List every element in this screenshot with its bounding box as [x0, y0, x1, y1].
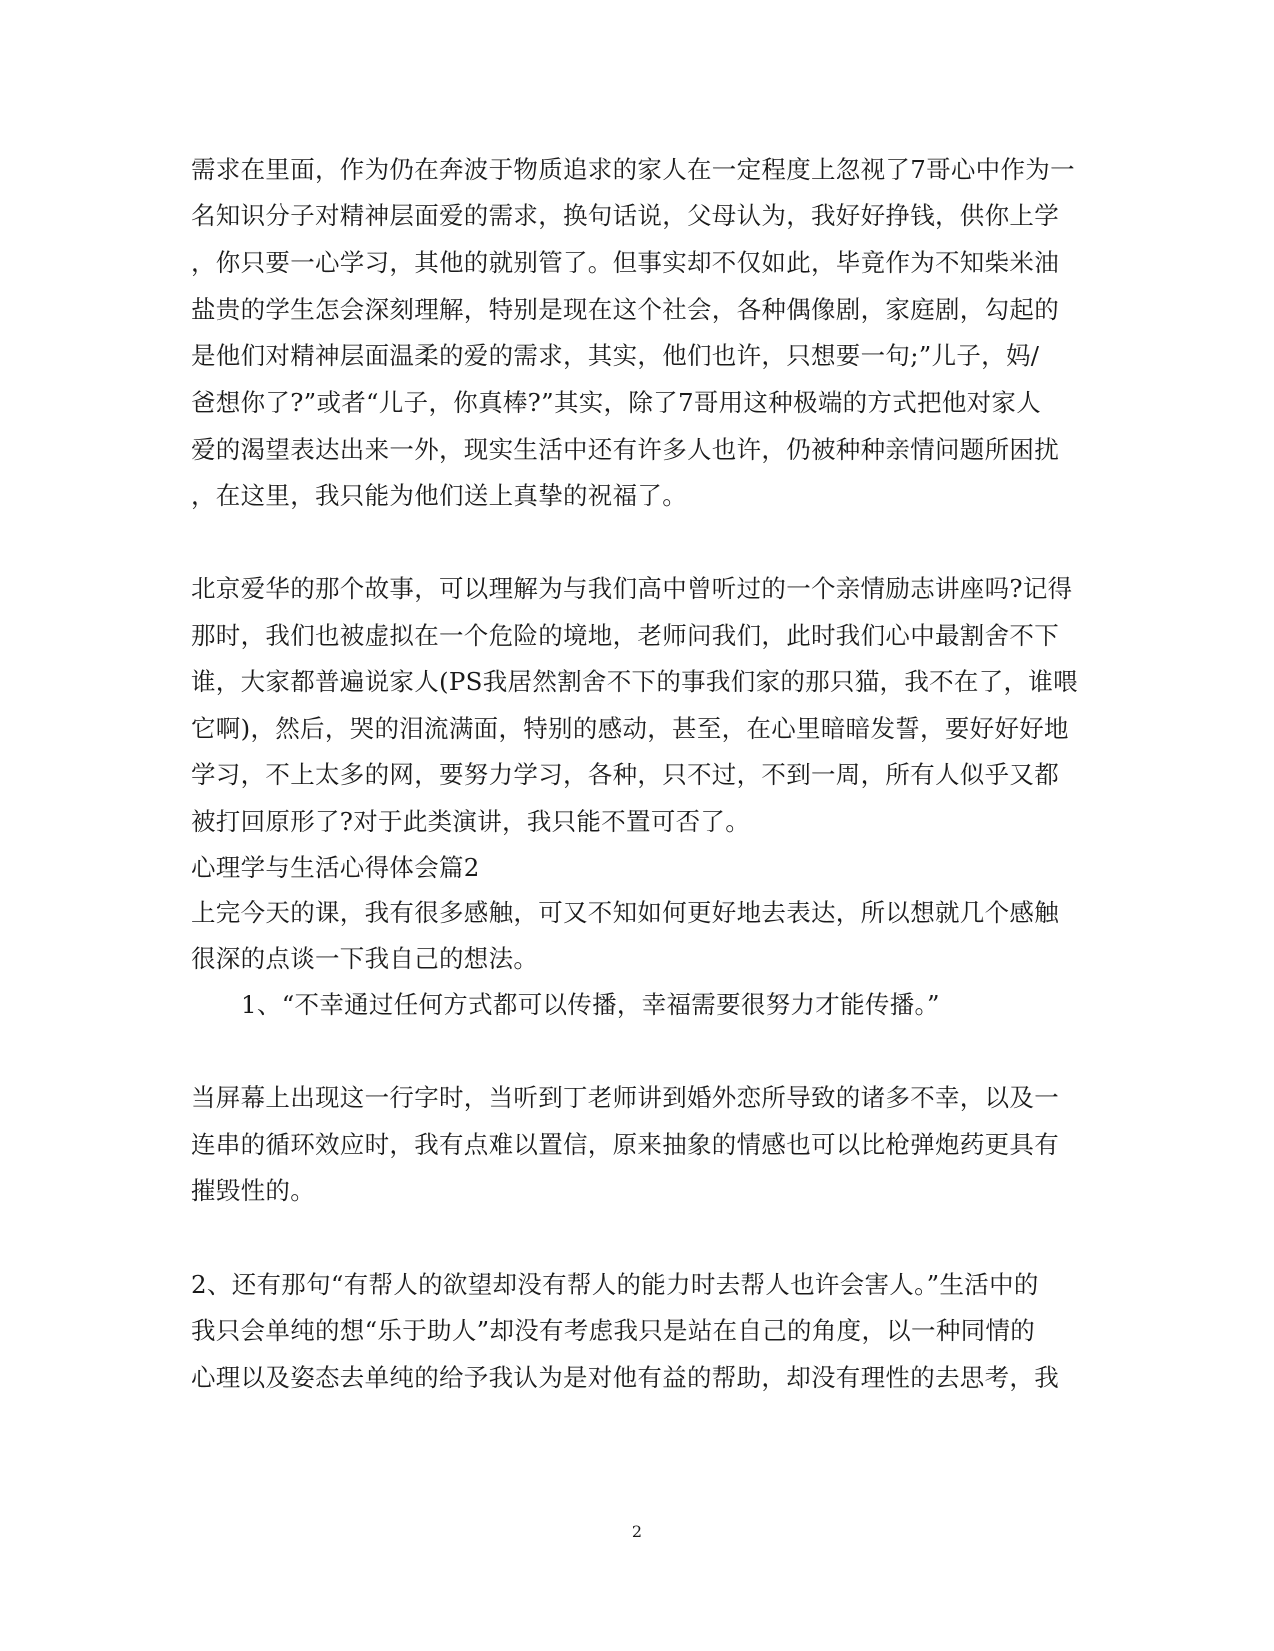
text-line: ，在这里，我只能为他们送上真挚的祝福了。: [191, 481, 687, 510]
text-line: 连串的循环效应时，我有点难以置信，原来抽象的情感也可以比枪弹炮药更具有: [191, 1130, 1059, 1159]
text-line: 我只会单纯的想“乐于助人”却没有考虑我只是站在自己的角度，以一种同情的: [191, 1316, 1036, 1345]
text-line: 当屏幕上出现这一行字时，当听到丁老师讲到婚外恋所导致的诸多不幸，以及一: [191, 1083, 1059, 1112]
text-line: 名知识分子对精神层面爱的需求，换句话说，父母认为，我好好挣钱，供你上学: [191, 201, 1059, 230]
text-line: 需求在里面，作为仍在奔波于物质追求的家人在一定程度上忽视了7哥心中作为一: [191, 155, 1075, 184]
text-line: 那时，我们也被虚拟在一个危险的境地，老师问我们，此时我们心中最割舍不下: [191, 621, 1059, 650]
text-line: 上完今天的课，我有很多感触，可又不知如何更好地去表达，所以想就几个感触: [191, 898, 1059, 927]
text-line: 盐贵的学生怎会深刻理解，特别是现在这个社会，各种偶像剧，家庭剧，勾起的: [191, 295, 1059, 324]
text-line: 它啊)，然后，哭的泪流满面，特别的感动，甚至，在心里暗暗发誓，要好好好地: [191, 714, 1069, 743]
text-line: 很深的点谈一下我自己的想法。: [191, 944, 539, 973]
text-line: 被打回原形了?对于此类演讲，我只能不置可否了。: [191, 807, 751, 836]
section-heading: 心理学与生活心得体会篇2: [191, 853, 480, 882]
text-line: 学习，不上太多的网，要努力学习，各种，只不过，不到一周，所有人似乎又都: [191, 760, 1059, 789]
text-line: 谁，大家都普遍说家人(PS我居然割舍不下的事我们家的那只猫，我不在了，谁喂: [191, 667, 1078, 696]
text-line: 心理以及姿态去单纯的给予我认为是对他有益的帮助，却没有理性的去思考，我: [191, 1363, 1059, 1392]
numbered-point: 2、还有那句“有帮人的欲望却没有帮人的能力时去帮人也许会害人。”生活中的: [191, 1270, 1039, 1299]
text-line: 是他们对精神层面温柔的爱的需求，其实，他们也许，只想要一句;”儿子，妈/: [191, 341, 1040, 370]
text-line: 爸想你了?”或者“儿子，你真棒?”其实，除了7哥用这种极端的方式把他对家人: [191, 388, 1042, 417]
text-line: 爱的渴望表达出来一外，现实生活中还有许多人也许，仍被种种亲情问题所困扰: [191, 435, 1059, 464]
numbered-point: 1、“不幸通过任何方式都可以传播，幸福需要很努力才能传播。”: [241, 990, 940, 1019]
text-line: ，你只要一心学习，其他的就别管了。但事实却不仅如此，毕竟作为不知柴米油: [191, 248, 1059, 277]
text-line: 摧毁性的。: [191, 1176, 315, 1205]
page-number: 2: [631, 1522, 643, 1541]
text-line: 北京爱华的那个故事，可以理解为与我们高中曾听过的一个亲情励志讲座吗?记得: [191, 574, 1073, 603]
